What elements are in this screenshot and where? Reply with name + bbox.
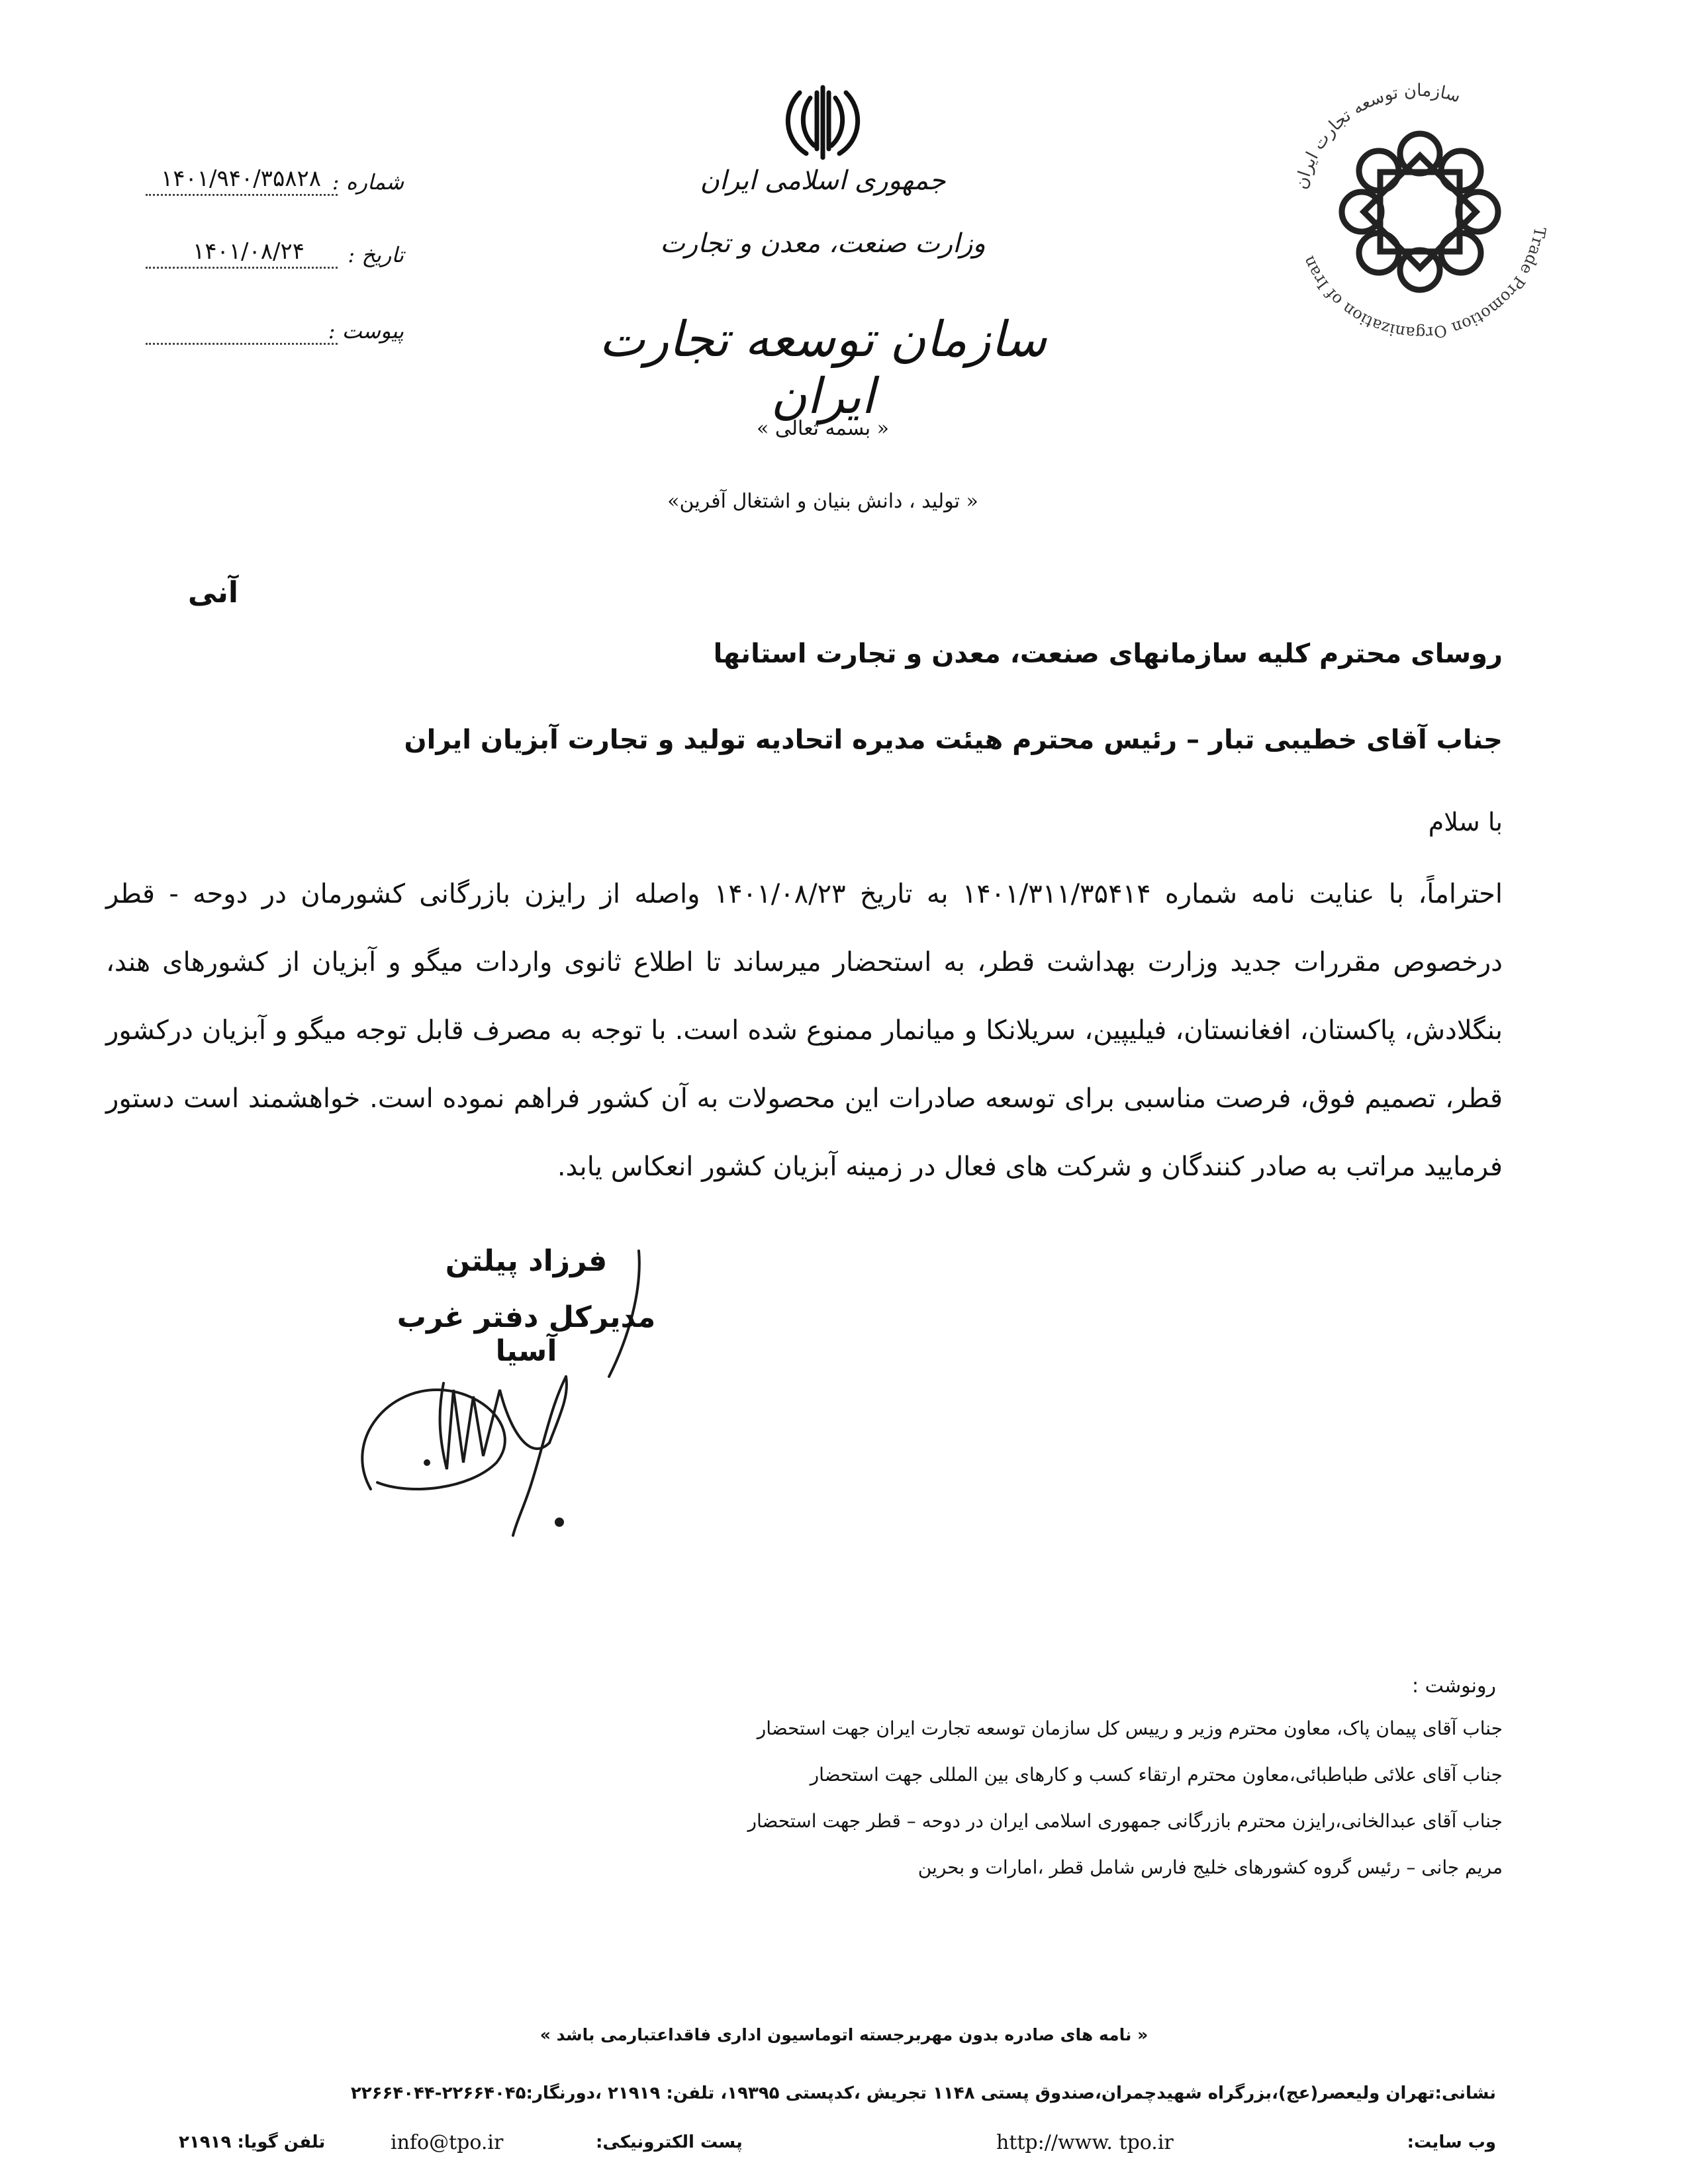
letter-number-row	[132, 165, 404, 205]
signer-title: مدیرکل دفتر غرب آسیا	[397, 1300, 656, 1368]
footer-email-label: پست الکترونیکی:	[596, 2132, 743, 2152]
letter-number-value: ۱۴۰۱/۹۴۰/۳۵۸۲۸	[160, 165, 321, 192]
cc-label: رونوشت :	[1411, 1674, 1496, 1698]
urgency-label: آنی	[187, 576, 238, 610]
recipient-line-1: روسای محترم کلیه سازمانهای صنعت، معدن و تجارت استانها	[713, 639, 1503, 669]
slogan-line: « تولید ، دانش بنیان و اشتغال آفرین»	[667, 490, 978, 513]
attachment-row	[132, 314, 404, 354]
ministry-name: وزارت صنعت، معدن و تجارت	[660, 228, 986, 259]
svg-text:Trade Promotion Organization o	[1299, 226, 1549, 342]
letter-date-label: تاریخ :	[348, 242, 404, 267]
letter-number-label: شماره :	[332, 169, 404, 195]
cc-item: مریم جانی – رئیس گروه کشورهای خلیج فارس شامل قطر ،امارات و بحرین	[917, 1856, 1503, 1878]
dotted-line	[146, 343, 338, 345]
letter-body: احتراماً، با عنایت نامه شماره ۱۴۰۱/۳۱۱/۳۵۴۱۴ به تاریخ ۱۴۰۱/۰۸/۲۳ واصله از رایزن بازرگانی کشورمان در دوحه - قطر درخصوص مقررات جدید وزارت بهداشت قطر، به استحضار میرساند تا اطلاع ثانوی واردات میگو و آبزیان از کشورهای هند، بنگلادش، پاکستان، افغانستان، فیلیپین، سریلانکا و میانمار ممنوع شده است. با توجه به مصرف قابل توجه میگو و آبزیان درکشور قطر، تصمیم فوق، فرصت مناسبی برای توسعه صادرات این محصولات به آن کشور فراهم نموده است. خواهشمند است دستور فرمایید مراتب به صادر کنندگان و شرکت های فعال در زمینه آبزیان کشور انعکاس یابد.	[106, 879, 1503, 1182]
country-name: جمهوری اسلامی ایران	[700, 165, 946, 196]
bismillah-line: « بسمه تعالی »	[757, 417, 889, 440]
logo-ring-text-en: Trade Promotion Organization of Iran	[1299, 225, 1550, 343]
footer-website-link[interactable]: http://www. tpo.ir	[996, 2131, 1174, 2154]
footer-note: « نامه های صادره بدون مهربرجسته اتوماسیون اداری فاقداعتبارمی باشد »	[539, 2025, 1149, 2044]
recipient-line-2: جناب آقای خطیبی تبار – رئیس محترم هیئت مدیره اتحادیه تولید و تجارت آبزیان ایران	[404, 725, 1503, 755]
attachment-label: پیوست :	[328, 318, 404, 343]
cc-item: جناب آقای علائی طباطبائی،معاون محترم ارتقاء کسب و کارهای بین المللی جهت استحضار	[810, 1764, 1503, 1786]
cc-item: جناب آقای پیمان پاک، معاون محترم وزیر و رییس کل سازمان توسعه تجارت ایران جهت استحضار	[757, 1717, 1503, 1739]
footer-email-link[interactable]: info@tpo.ir	[391, 2131, 504, 2154]
tpo-logo-icon	[1281, 79, 1559, 344]
footer-website-label: وب سایت:	[1407, 2132, 1496, 2152]
dotted-line	[146, 267, 338, 269]
greeting: با سلام	[1428, 807, 1503, 837]
organization-title: سازمان توسعه تجارت ایران	[598, 311, 1047, 425]
letter-date-row	[132, 238, 404, 278]
footer-address: نشانی:تهران ولیعصر(عج)،بزرگراه شهیدچمران،صندوق پستی ۱۱۴۸ تجریش ،کدپستی ۱۹۳۹۵، تلفن: ۲۱۹۱۹ ،دورنگار:۲۲۶۶۴۰۴۵-۲۲۶۶۴۰۴۴	[350, 2083, 1496, 2103]
iran-emblem-icon	[780, 79, 866, 165]
dotted-line	[146, 194, 338, 196]
cc-item: جناب آقای عبدالخانی،رایزن محترم بازرگانی جمهوری اسلامی ایران در دوحه – قطر جهت استحضار	[747, 1810, 1503, 1832]
logo-ring-text-fa: سازمان توسعه تجارت ایران	[1291, 80, 1463, 191]
footer-phone: تلفن گویا: ۲۱۹۱۹	[179, 2132, 326, 2152]
signer-name: فرزاد پیلتن	[445, 1244, 608, 1278]
letter-date-value: ۱۴۰۱/۰۸/۲۴	[192, 238, 305, 265]
